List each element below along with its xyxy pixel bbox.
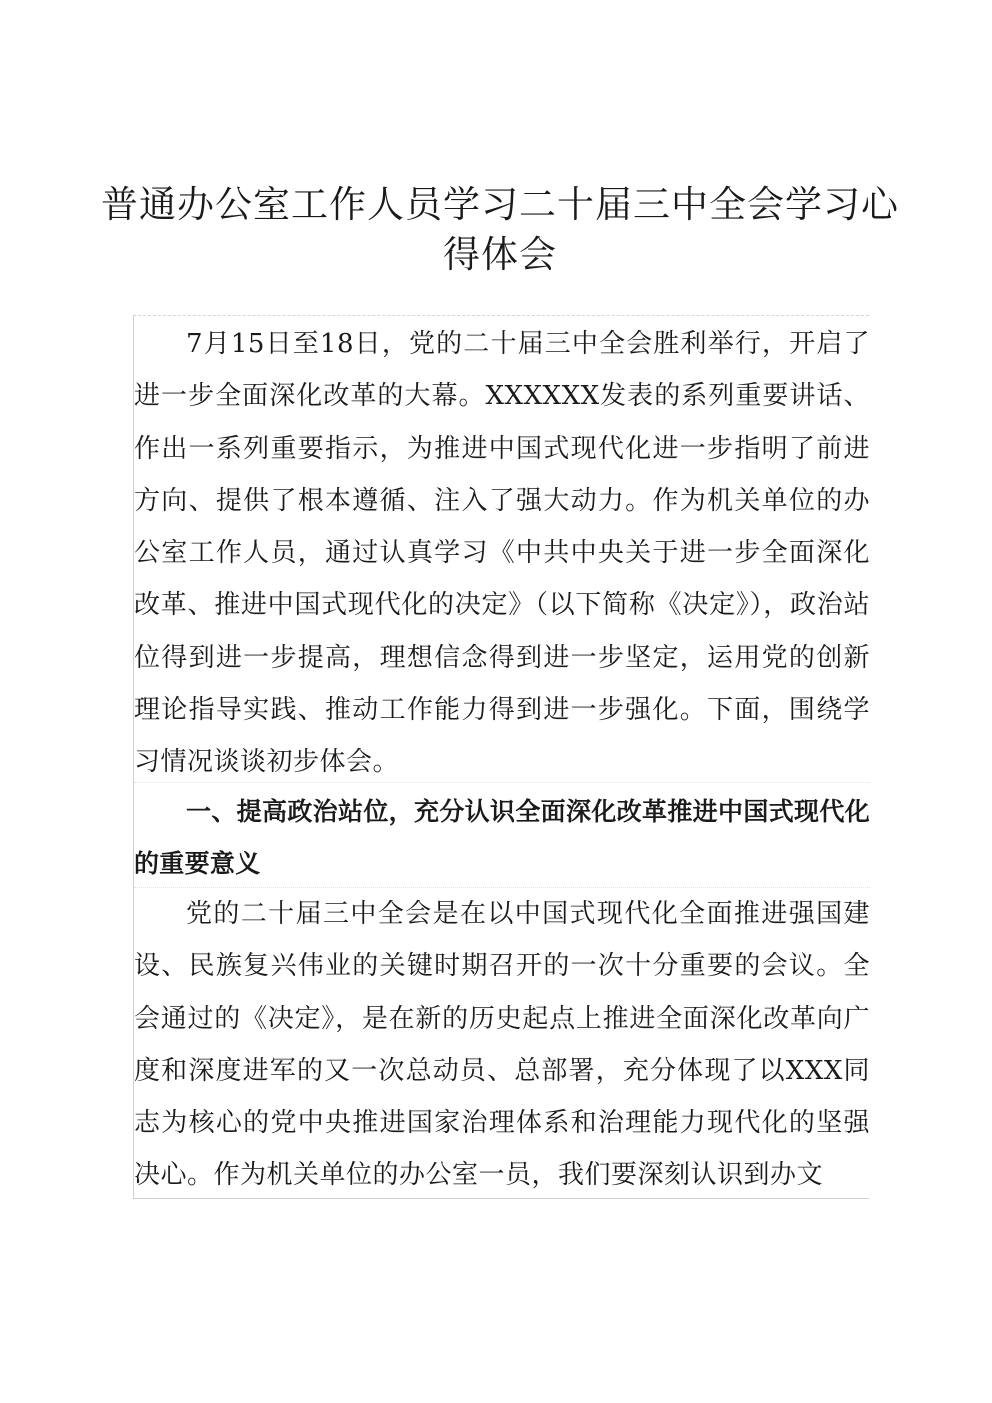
document-body — [133, 315, 869, 1199]
paragraph-intro: 7月15日至18日，党的二十届三中全会胜利举行，开启了进一步全面深化改革的大幕。XXXXXX发表的系列重要讲话、作出一系列重要指示，为推进中国式现代化进一步指明了前进方向、提供了根本遵循、注入了强大动力。作为机关单位的办公室工作人员，通过认真学习《中共中央关于进一步全面深化改革、推进中国式现代化的决定》（以下简称《决定》），政治站位得到进一步提高，理想信念得到进一步坚定，运用党的创新理论指导实践、推动工作能力得到进一步强化。下面，围绕学习情况谈谈初步体会。 — [134, 329, 870, 778]
section-heading: 一、提高政治站位，充分认识全面深化改革推进中国式现代化的重要意义 — [134, 797, 870, 879]
paragraph-body: 党的二十届三中全会是在以中国式现代化全面推进强国建设、民族复兴伟业的关键时期召开的一次十分重要的会议。全会通过的《决定》，是在新的历史起点上推进全面深化改革向广度和深度进军的又一次总动员、总部署，充分体现了以XXX同志为核心的党中央推进国家治理体系和治理能力现代化的坚强决心。作为机关单位的办公室一员，我们要深刻认识到办文 — [134, 899, 870, 1191]
document-title: 普通办公室工作人员学习二十届三中全会学习心得体会 — [101, 183, 899, 276]
paragraph-divider — [134, 782, 870, 783]
